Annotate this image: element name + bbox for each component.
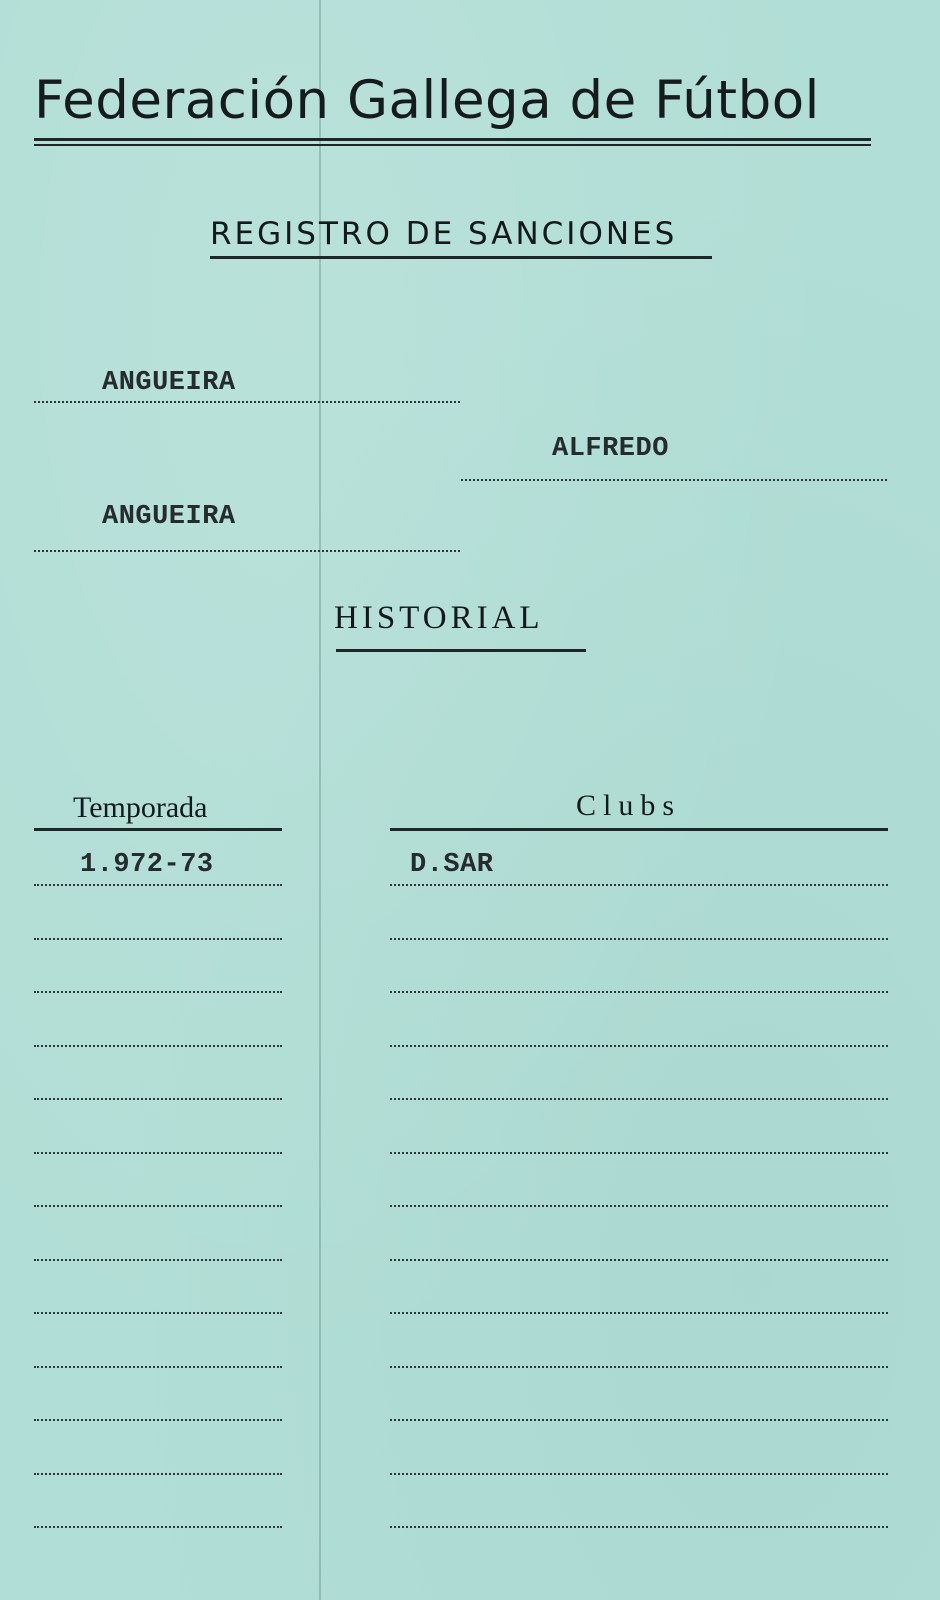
surname-1-line [34,401,460,403]
season-line [34,884,282,886]
history-row [0,1221,940,1261]
season-line [34,1419,282,1421]
season-line [34,1152,282,1154]
history-row [0,1328,940,1368]
surname-1-value: ANGUEIRA [102,368,236,398]
season-line [34,1259,282,1261]
first-name-line [461,479,887,481]
club-line [390,1366,888,1368]
season-line [34,1526,282,1528]
season-line [34,991,282,993]
season-line [34,1473,282,1475]
history-row [0,1435,940,1475]
club-line [390,1312,888,1314]
federation-title: Federación Gallega de Fútbol [34,70,820,131]
historial-heading: HISTORIAL [334,600,544,636]
history-row [0,1007,940,1047]
club-value: D.SAR [410,850,494,880]
surname-2-line [34,550,460,552]
history-row [0,846,940,886]
season-line [34,1098,282,1100]
club-line [390,938,888,940]
club-line [390,1098,888,1100]
surname-2-value: ANGUEIRA [102,502,236,532]
season-line [34,1312,282,1314]
club-line [390,1152,888,1154]
history-row [0,1114,940,1154]
title-double-rule-top [34,138,871,141]
first-name-value: ALFREDO [552,434,669,464]
history-row [0,1274,940,1314]
history-row [0,1167,940,1207]
history-row [0,1488,940,1528]
club-line [390,884,888,886]
subtitle-underline [210,256,712,259]
club-line [390,1205,888,1207]
season-header-rule [34,828,282,831]
club-line [390,1419,888,1421]
clubs-column-header: Clubs [576,789,682,822]
club-line [390,1045,888,1047]
history-row [0,953,940,993]
season-line [34,938,282,940]
club-line [390,1473,888,1475]
season-value: 1.972-73 [80,850,214,880]
historial-underline [336,649,586,652]
club-line [390,991,888,993]
club-line [390,1259,888,1261]
club-line [390,1526,888,1528]
season-column-header: Temporada [73,791,208,824]
clubs-header-rule [390,828,888,831]
history-row [0,900,940,940]
register-subtitle: REGISTRO DE SANCIONES [210,216,678,252]
title-double-rule-bottom [34,144,871,146]
season-line [34,1205,282,1207]
history-row [0,1381,940,1421]
season-line [34,1366,282,1368]
season-line [34,1045,282,1047]
history-row [0,1060,940,1100]
